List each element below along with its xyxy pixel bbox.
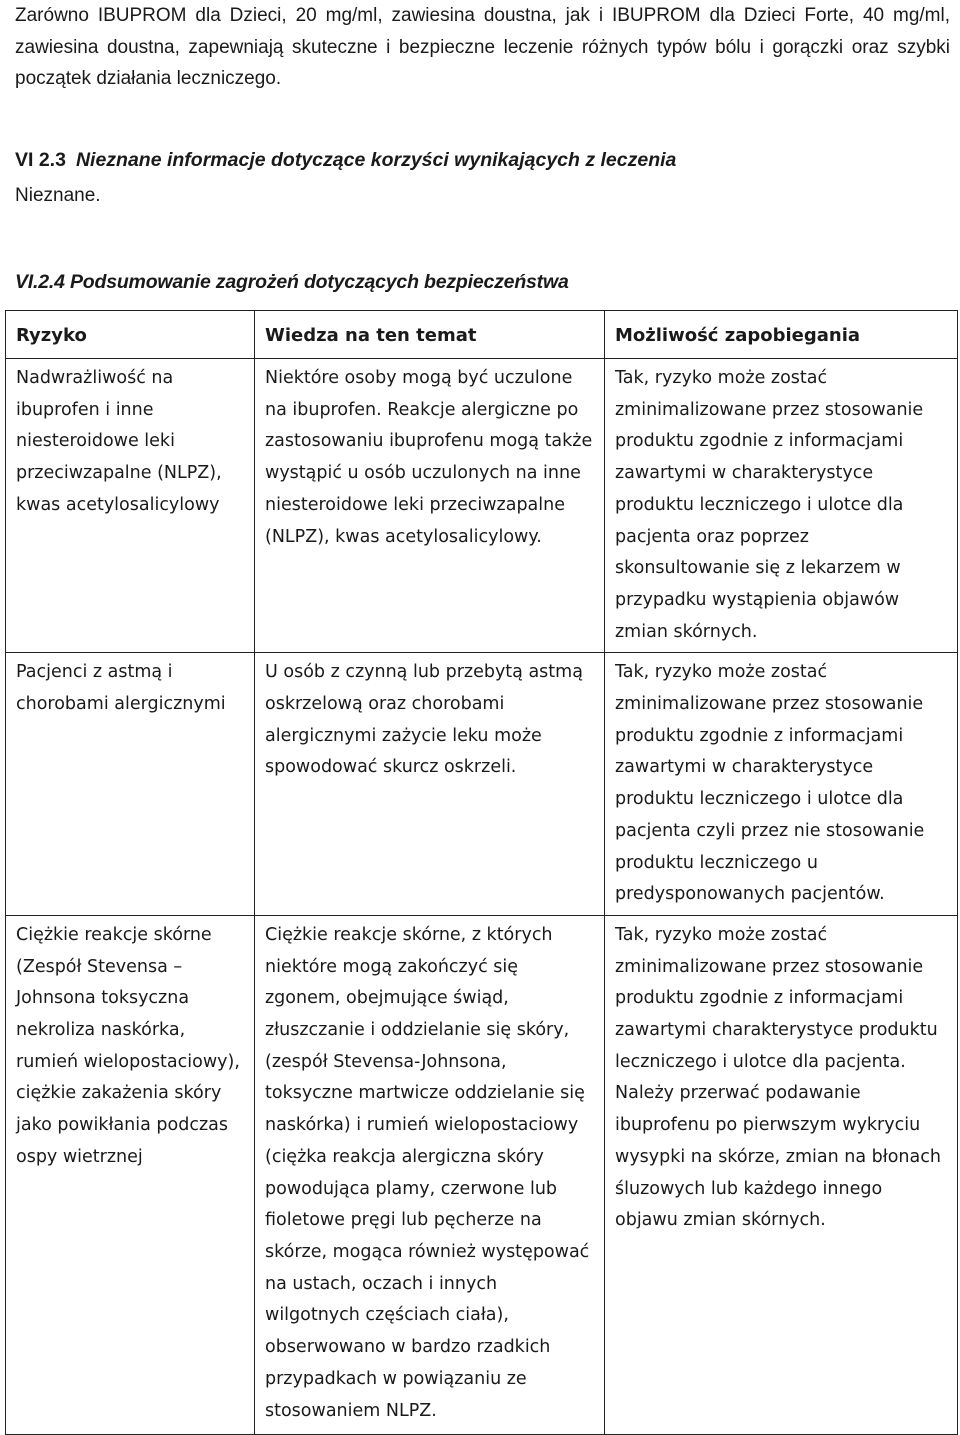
header-prevention: Możliwość zapobiegania xyxy=(605,311,958,359)
risk-cell: Ciężkie reakcje skórne (Zespół Stevensa – Johnsona toksyczna nekroliza naskórka, rumień wielopostaciowy), ciężkie zakażenia skóry jako powikłania podczas ospy wietrznej xyxy=(6,915,255,1434)
risk-table xyxy=(5,310,958,1435)
section-heading-vi24: VI.2.4 Podsumowanie zagrożeń dotyczących bezpieczeństwa xyxy=(15,271,569,293)
intro-paragraph: Zarówno IBUPROM dla Dzieci, 20 mg/ml, zawiesina doustna, jak i IBUPROM dla Dzieci Forte, 40 mg/ml, zawiesina doustna, zapewniają skuteczne i bezpieczne leczenie różnych typów bólu i gorączki oraz szybki początek działania leczniczego. xyxy=(15,5,950,89)
table-header-row xyxy=(6,311,958,359)
table-row xyxy=(6,915,958,1434)
table-row xyxy=(6,359,958,653)
risk-cell: Nadwrażliwość na ibuprofen i inne niesteroidowe leki przeciwzapalne (NLPZ), kwas acetylosalicylowy xyxy=(6,359,255,653)
section-heading-vi23 xyxy=(15,148,676,172)
header-knowledge: Wiedza na ten temat xyxy=(255,311,605,359)
section-title: Nieznane informacje dotyczące korzyści wynikających z leczenia xyxy=(75,149,677,171)
table-row xyxy=(6,653,958,916)
prevention-cell: Tak, ryzyko może zostać zminimalizowane przez stosowanie produktu zgodnie z informacjami zawartymi w charakterystyce produktu leczniczego i ulotce dla pacjenta czyli przez nie stosowanie produktu leczniczego u predysponowanych pacjentów. xyxy=(605,653,958,916)
knowledge-cell: U osób z czynną lub przebytą astmą oskrzelową oraz chorobami alergicznymi zażycie leku może spowodować skurcz oskrzeli. xyxy=(255,653,605,916)
header-risk: Ryzyko xyxy=(6,311,255,359)
section-body: Nieznane. xyxy=(15,185,101,206)
prevention-paragraph-2: Należy przerwać podawanie ibuprofenu po pierwszym wykryciu wysypki na skórze, zmian na błonach śluzowych lub każdego innego objawu zmian skórnych. xyxy=(615,1083,941,1231)
prevention-paragraph: Tak, ryzyko może zostać zminimalizowane przez stosowanie produktu zgodnie z informacjami zawartymi charakterystyce produktu leczniczego i ulotce dla pacjenta. xyxy=(615,924,938,1072)
risk-cell: Pacjenci z astmą i chorobami alergicznymi xyxy=(6,653,255,916)
prevention-cell xyxy=(605,915,958,1434)
knowledge-cell: Ciężkie reakcje skórne, z których niektóre mogą zakończyć się zgonem, obejmujące świąd, złuszczanie i oddzielanie się skóry, (zespół Stevensa-Johnsona, toksyczne martwicze oddzielanie się naskórka) i rumień wielopostaciowy (ciężka reakcja alergiczna skóry powodująca plamy, czerwone lub fioletowe pręgi lub pęcherze na skórze, mogąca również występować na ustach, oczach i innych wilgotnych częściach ciała), obserwowano w bardzo rzadkich przypadkach w powiązaniu ze stosowaniem NLPZ. xyxy=(255,915,605,1434)
prevention-cell: Tak, ryzyko może zostać zminimalizowane przez stosowanie produktu zgodnie z informacjami zawartymi w charakterystyce produktu leczniczego i ulotce dla pacjenta oraz poprzez skonsultowanie się z lekarzem w przypadku wystąpienia objawów zmian skórnych. xyxy=(605,359,958,653)
section-number: VI 2.3 xyxy=(15,149,66,171)
knowledge-cell: Niektóre osoby mogą być uczulone na ibuprofen. Reakcje alergiczne po zastosowaniu ibuprofenu mogą także wystąpić u osób uczulonych na inne niesteroidowe leki przeciwzapalne (NLPZ), kwas acetylosalicylowy. xyxy=(255,359,605,653)
